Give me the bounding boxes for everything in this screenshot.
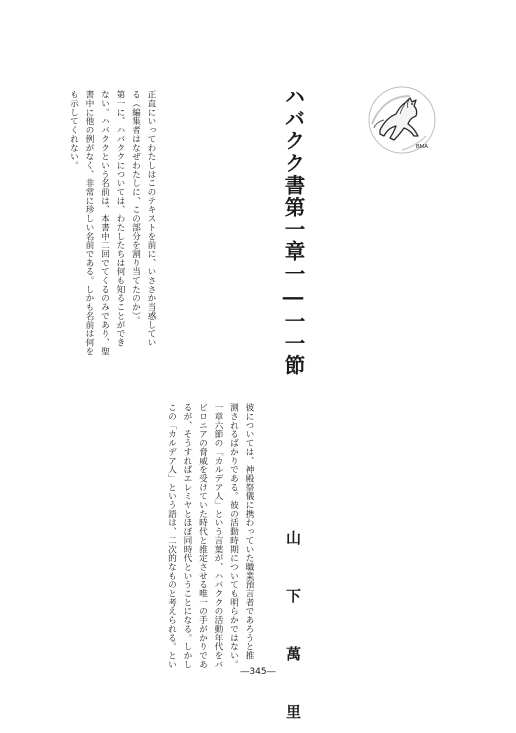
page-number: ―345― xyxy=(240,667,276,677)
body-text-lower: 彼については、神殿祭儀に携わっていた職業預言者であろうと推 測されるばかりである。彼の活動時期についても明らかではない。 一章六節の「カルデア人」という言葉が、ハバククの活動年代をバ ビロニアの脅威を受けていた時代と推定させる唯一の手がかりであ るが、そうすればエレミヤとほぼ同時代ということになる。しかし この「カルデア人」という語は、二次的なものと考えられる。とい xyxy=(166,403,254,669)
emblem-caption: BMA xyxy=(416,144,428,150)
author-name: 山 下 萬 里 xyxy=(284,530,302,733)
body-text-upper: 正直にいってわたしはこのテキストを前に、いささか当惑してい る（編集者はなぜわたしに、この部分を割り当てたのか）。 第一に、ハバククについては、わたしたちは何も知ることができ ない。ハバククという名前は、本書中二回でてくるのみであり、聖 書中に他の例がなく、非常に珍しい名前である。しかも名前は何を も示してくれない。 xyxy=(68,90,156,356)
horse-emblem-icon xyxy=(366,84,438,156)
article-title: ハバクク書第一章一―一一節 xyxy=(281,86,305,377)
